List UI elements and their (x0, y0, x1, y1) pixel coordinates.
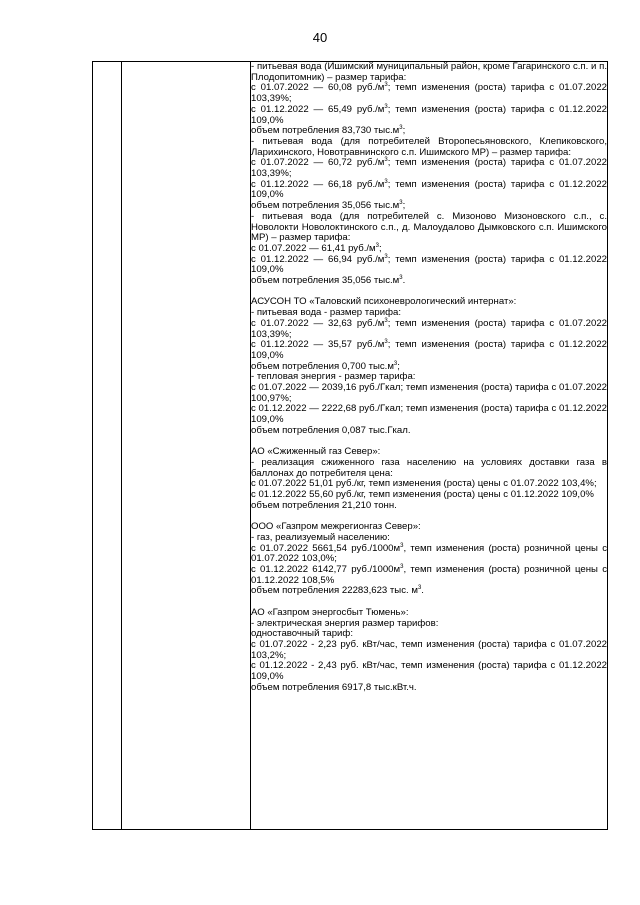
text-line: с 01.07.2022 — 2039,16 руб./Гкал; темп изменения (роста) тарифа с 01.07.2022 100,97%; (251, 382, 607, 404)
text-block (251, 447, 607, 511)
text-block (251, 522, 607, 597)
page-number: 40 (312, 30, 328, 45)
text-line: объем потребления 0,700 $тыс.м^3$; (251, 360, 400, 372)
text-line: с 01.07.2022 — 60,08 $руб./м^3$; темп изменения (роста) тарифа с 01.07.2022 103,39%; (251, 82, 607, 105)
text-line: с 01.12.2022 — 66,94 $руб./м^3$; темп изменения (роста) тарифа с 01.12.2022 109,0% (251, 253, 607, 276)
text-block (251, 62, 607, 287)
text-line: АО «Газпром энергосбыт Тюмень»: (251, 606, 409, 618)
text-line: - питьевая вода (для потребителей Второпесьяновского, Клепиковского, Ларихинского, Новотравнинского с.п. Ишимского МР) – размер тарифа: (251, 135, 607, 158)
text-line: с 01.07.2022 51,01 руб./кг, темп изменения (роста) цены с 01.07.2022 103,4%; (251, 478, 597, 490)
text-line: с 01.07.2022 — 61,41 $руб./м^3$; (251, 242, 382, 254)
text-line: с 01.07.2022 5661,54 $руб./1000м^3$, темп изменения (роста) розничной цены с 01.07.2022 103,0%; (251, 542, 607, 565)
text-line: - питьевая вода (Ишимский муниципальный район, кроме Гагаринского с.п. и п. Плодопитомник) – размер тарифа: (251, 61, 607, 83)
text-line: с 01.07.2022 — 32,63 $руб./м^3$; темп изменения (роста) тарифа с 01.07.2022 103,39%; (251, 317, 607, 340)
text-line: - газ, реализуемый населению: (251, 531, 390, 543)
text-block (251, 297, 607, 436)
table-cell-name (122, 62, 251, 830)
text-line: с 01.07.2022 - 2,23 руб. кВт/час, темп изменения (роста) тарифа с 01.07.2022 103,2%; (251, 638, 607, 661)
text-line: - реализация сжиженного газа населению на условиях доставки газа в баллонах до потребителя цена: (251, 456, 607, 479)
text-line: объем потребления 6917,8 тыс.кВт.ч. (251, 681, 417, 693)
table-cell-number (93, 62, 122, 830)
table-row (93, 62, 608, 830)
text-line: - питьевая вода (для потребителей с. Мизоново Мизоновского с.п., с. Новолокти Новолоктинского с.п., д. Малоудалово Дымковского с.п. Ишимского МР) – размер тарифа: (251, 210, 607, 244)
text-line: с 01.12.2022 — 2222,68 руб./Гкал; темп изменения (роста) тарифа с 01.12.2022 109,0% (251, 403, 607, 426)
text-line: - питьевая вода - размер тарифа: (251, 307, 402, 319)
text-line: одноставочный тариф: (251, 628, 353, 640)
text-line: с 01.12.2022 — 35,57 $руб./м^3$; темп изменения (роста) тарифа с 01.12.2022 109,0% (251, 339, 607, 361)
text-line: объем потребления 21,210 тонн. (251, 499, 397, 511)
text-line: объем потребления 83,730 $тыс.м^3$; (251, 125, 406, 137)
table-cell-content (251, 62, 608, 830)
text-line: с 01.12.2022 — 65,49 $руб./м^3$; темп изменения (роста) тарифа с 01.12.2022 109,0% (251, 103, 607, 126)
tariff-table (92, 61, 608, 830)
text-line: АСУСОН ТО «Таловский психоневрологический интернат»: (251, 296, 517, 308)
text-line: объем потребления 22283,623 тыс. $м^3$. (251, 585, 424, 597)
text-line: - тепловая энергия - размер тарифа: (251, 371, 416, 383)
text-line: с 01.12.2022 55,60 руб./кг, темп изменения (роста) цены с 01.12.2022 109,0% (251, 489, 594, 501)
text-line: объем потребления 0,087 тыс.Гкал. (251, 424, 411, 436)
tariff-text (251, 62, 607, 829)
text-line: - электрическая энергия размер тарифов: (251, 617, 439, 629)
text-line: объем потребления 35,056 $тыс.м^3$. (251, 274, 406, 287)
text-line: ООО «Газпром межрегионгаз Север»: (251, 521, 421, 533)
text-line: с 01.12.2022 - 2,43 руб. кВт/час, темп изменения (роста) тарифа с 01.12.2022 109,0% (251, 660, 607, 683)
text-block (251, 608, 607, 694)
text-line: с 01.07.2022 — 60,72 $руб./м^3$; темп изменения (роста) тарифа с 01.07.2022 103,39%; (251, 157, 607, 180)
text-line: с 01.12.2022 — 66,18 $руб./м^3$; темп изменения (роста) тарифа с 01.12.2022 109,0% (251, 178, 607, 201)
text-line: с 01.12.2022 6142,77 $руб./1000м^3$, темп изменения (роста) розничной цены с 01.12.2022 108,5% (251, 563, 607, 586)
text-line: АО «Сжиженный газ Север»: (251, 446, 381, 458)
text-line: объем потребления 35,056 $тыс.м^3$; (251, 199, 406, 212)
